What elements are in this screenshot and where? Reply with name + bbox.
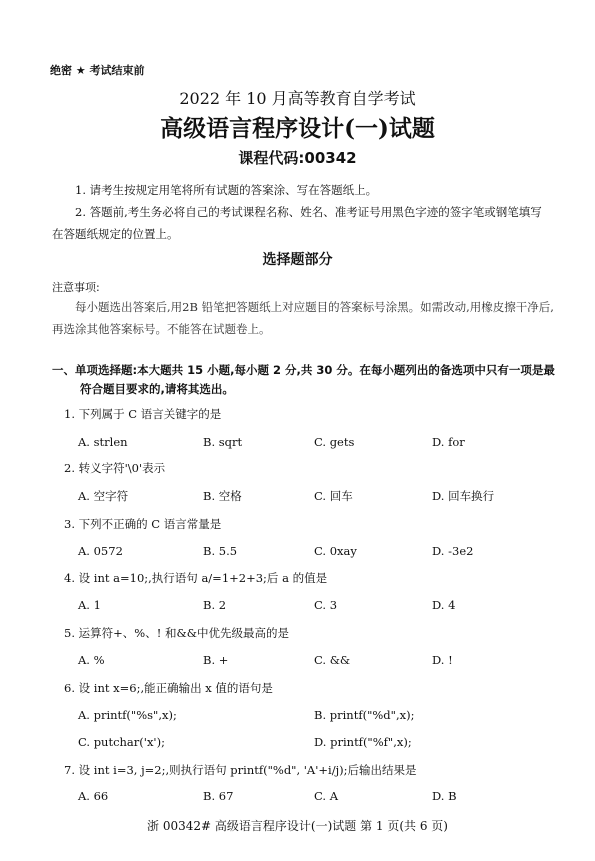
- question-2-option-a: A. 空字符: [78, 489, 129, 503]
- question-3-option-a: A. 0572: [78, 544, 123, 558]
- question-3-option-b: B. 5.5: [203, 544, 238, 558]
- question-5-stem: 5. 运算符+、%、! 和&&中优先级最高的是: [64, 626, 289, 640]
- section-heading: 选择题部分: [262, 252, 333, 268]
- course-code: 课程代码:00342: [238, 149, 357, 167]
- page-footer: 浙 00342# 高级语言程序设计(一)试题 第 1 页(共 6 页): [147, 819, 448, 833]
- part-one-heading: 一、单项选择题:本大题共 15 小题,每小题 2 分,共 30 分。在每小题列出的备选项中只有一项是最符合题目要求的,请将其选出。: [52, 363, 555, 396]
- question-2-option-d: D. 回车换行: [432, 489, 495, 503]
- question-1-option-d: D. for: [432, 435, 465, 449]
- confidential-label: 绝密 ★ 考试结束前: [50, 64, 145, 77]
- question-6-option-c: C. putchar('x');: [78, 735, 165, 749]
- question-6-option-d: D. printf("%f",x);: [314, 735, 412, 749]
- question-4-option-a: A. 1: [78, 598, 101, 612]
- question-4-option-d: D. 4: [432, 598, 456, 612]
- question-3-option-d: D. -3e2: [432, 544, 474, 558]
- question-7-option-a: A. 66: [78, 789, 109, 803]
- notice-label: 注意事项:: [52, 281, 100, 294]
- question-4-stem: 4. 设 int a=10;,执行语句 a/=1+2+3;后 a 的值是: [64, 571, 328, 585]
- question-2-option-b: B. 空格: [203, 489, 242, 503]
- question-5-option-d: D. !: [432, 653, 453, 667]
- question-7-stem: 7. 设 int i=3, j=2;,则执行语句 printf("%d", 'A'+i/j);后输出结果是: [64, 763, 417, 777]
- question-6-stem: 6. 设 int x=6;,能正确输出 x 值的语句是: [64, 681, 273, 695]
- subject-title: 高级语言程序设计(一)试题: [160, 115, 435, 142]
- question-6-option-b: B. printf("%d",x);: [314, 708, 415, 722]
- question-6-option-a: A. printf("%s",x);: [78, 708, 177, 722]
- question-5-option-c: C. &&: [314, 653, 351, 667]
- question-1-option-c: C. gets: [314, 435, 355, 449]
- question-7-option-b: B. 67: [203, 789, 234, 803]
- question-3-stem: 3. 下列不正确的 C 语言常量是: [64, 517, 222, 531]
- instruction-2: 2. 答题前,考生务必将自己的考试课程名称、姓名、准考证号用黑色字迹的签字笔或钢笔填写在答题纸规定的位置上。: [52, 205, 542, 241]
- question-5-option-a: A. %: [78, 653, 105, 667]
- exam-title: 2022 年 10 月高等教育自学考试: [179, 89, 416, 108]
- question-7-option-c: C. A: [314, 789, 339, 803]
- question-4-option-b: B. 2: [203, 598, 227, 612]
- instruction-1: 1. 请考生按规定用笔将所有试题的答案涂、写在答题纸上。: [75, 183, 378, 197]
- question-2-option-c: C. 回车: [314, 489, 353, 503]
- question-4-option-c: C. 3: [314, 598, 338, 612]
- notice-text: 每小题选出答案后,用2B 铅笔把答题纸上对应题目的答案标号涂黑。如需改动,用橡皮擦干净后,再选涂其他答案标号。不能答在试题卷上。: [52, 300, 554, 336]
- question-1-option-b: B. sqrt: [203, 435, 243, 449]
- question-5-option-b: B. +: [203, 653, 229, 667]
- question-3-option-c: C. 0xay: [314, 544, 357, 558]
- question-7-option-d: D. B: [432, 789, 457, 803]
- question-2-stem: 2. 转义字符'\0'表示: [64, 461, 166, 475]
- question-1-option-a: A. strlen: [78, 435, 128, 449]
- question-1-stem: 1. 下列属于 C 语言关键字的是: [64, 407, 222, 421]
